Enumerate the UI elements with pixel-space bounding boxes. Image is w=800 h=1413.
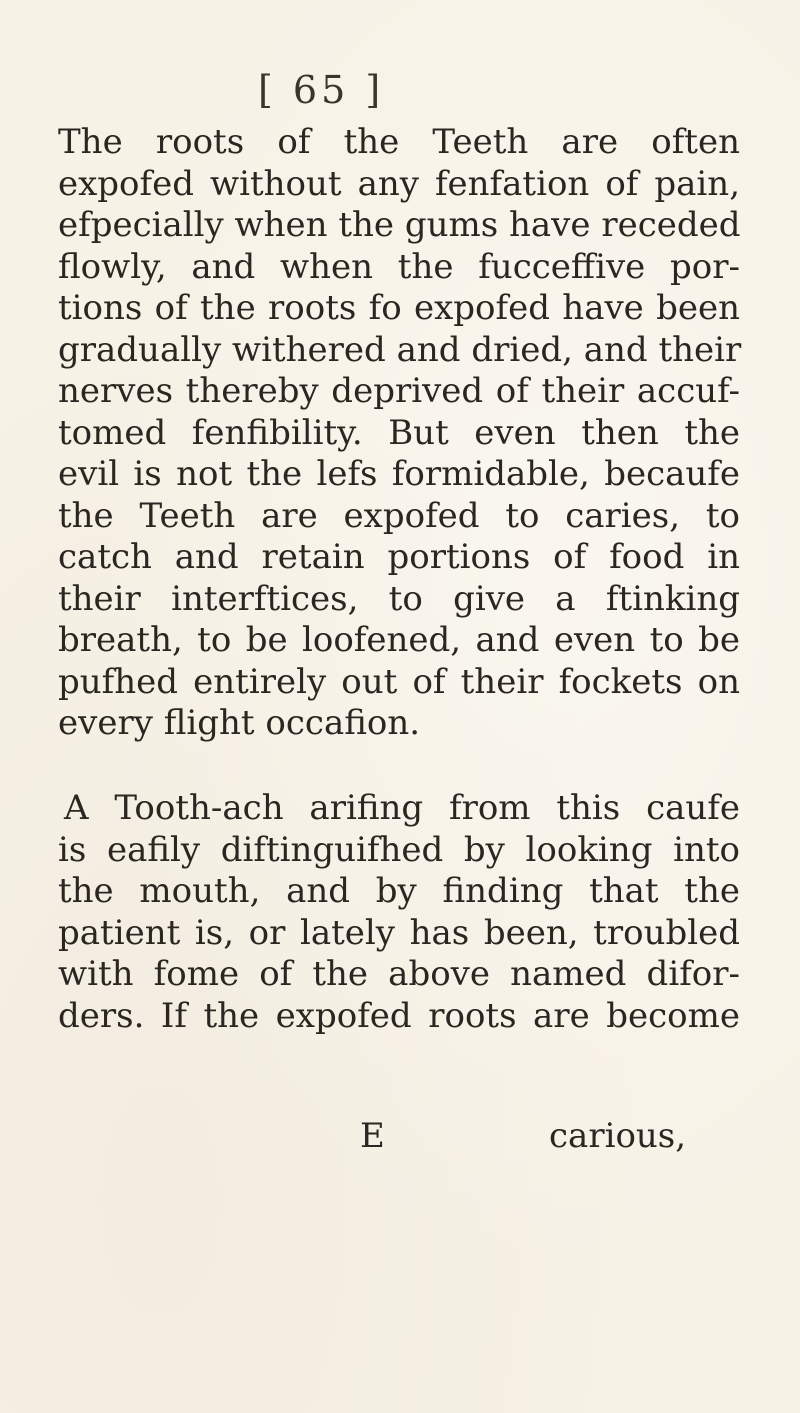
- text-line: efpecially when the gums have receded: [58, 205, 741, 245]
- text-line: evil is not the lefs formidable, becaufe: [58, 454, 740, 494]
- text-line: pufhed entirely out of their fockets on: [58, 661, 740, 702]
- page-number: [ 65 ]: [258, 68, 385, 112]
- paragraph-1: [58, 122, 740, 745]
- text-line: the Teeth are expofed to caries, to: [58, 495, 740, 536]
- text-line: A Tooth-ach arifing from this caufe: [64, 788, 740, 828]
- text-line: the mouth, and by finding that the: [58, 871, 740, 911]
- text-line: nerves thereby deprived of their accuf-: [58, 371, 740, 411]
- text-line: patient is, or lately has been, troubled: [58, 912, 740, 953]
- text-line: expofed without any fenfation of pain,: [58, 163, 740, 204]
- text-line: tions of the roots fo expofed have been: [58, 288, 740, 328]
- paragraph-2: [58, 788, 740, 1037]
- text-line: every flight occafion.: [58, 703, 421, 743]
- text-line: gradually withered and dried, and their: [58, 329, 742, 370]
- text-line: ders. If the expofed roots are become: [58, 995, 740, 1036]
- text-line: is eafily diftinguifhed by looking into: [58, 829, 740, 870]
- page-footer: [0, 1115, 800, 1157]
- text-line: breath, to be loofened, and even to be: [58, 620, 740, 660]
- text-line: with fome of the above named difor-: [58, 954, 740, 994]
- catchword: carious,: [549, 1116, 687, 1156]
- text-line: tomed fenfibility. But even then the: [58, 412, 740, 453]
- text-line: catch and retain portions of food in: [58, 537, 740, 577]
- text-line: flowly, and when the fucceffive por-: [58, 246, 740, 287]
- text-line: their interftices, to give a ftinking: [58, 578, 740, 619]
- signature-mark: E: [360, 1116, 385, 1156]
- text-line: The roots of the Teeth are often: [58, 122, 740, 162]
